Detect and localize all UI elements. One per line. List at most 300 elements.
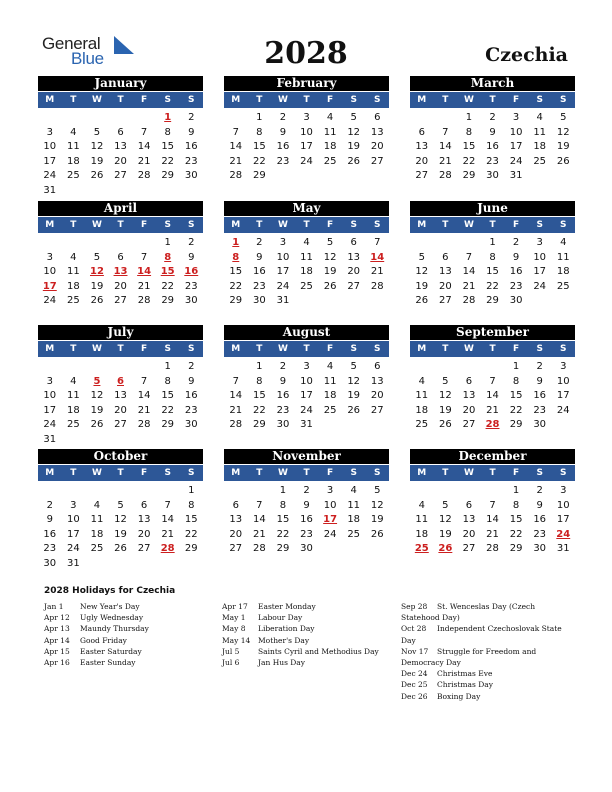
day: 21 (253, 528, 266, 540)
day: 4 (93, 499, 101, 511)
empty-day (179, 184, 203, 199)
day: 9 (188, 126, 195, 138)
month-august (224, 325, 389, 433)
day: 6 (374, 112, 381, 123)
empty-day (109, 557, 133, 572)
empty-day (365, 169, 389, 184)
month-october (38, 449, 203, 572)
weekday-header: S (374, 344, 381, 354)
weekday-header: W (277, 95, 288, 105)
day: 22 (509, 404, 523, 416)
day: 10 (509, 126, 523, 138)
holiday-day: 17 (323, 514, 338, 526)
month-april (38, 201, 203, 309)
holiday-name: Liberation Day (258, 624, 315, 634)
month-title: November (224, 449, 389, 464)
weekday-header: T (489, 468, 496, 478)
holiday-item (222, 623, 384, 634)
day: 11 (533, 126, 547, 138)
day: 12 (415, 266, 429, 278)
empty-day (109, 111, 133, 126)
day: 30 (509, 295, 523, 307)
day: 27 (462, 543, 476, 555)
day: 29 (462, 170, 476, 182)
holiday-date: Apr 16 (44, 658, 70, 668)
day: 20 (114, 280, 127, 292)
day: 30 (43, 557, 57, 569)
day: 15 (462, 141, 476, 153)
weekday-header: T (489, 95, 496, 105)
empty-day (85, 184, 109, 199)
empty-day (62, 433, 86, 448)
weekday-header: T (256, 95, 263, 105)
day: 22 (462, 155, 476, 167)
day: 28 (137, 170, 151, 182)
day: 9 (303, 499, 310, 511)
empty-day (132, 433, 156, 448)
day: 13 (370, 126, 384, 138)
holiday-date: Dec 25 (401, 680, 428, 690)
weekday-header: S (188, 344, 195, 354)
day: 8 (164, 126, 171, 138)
holiday-item (44, 635, 206, 646)
week-row (38, 389, 203, 404)
empty-day (85, 484, 109, 499)
day: 29 (161, 419, 175, 431)
month-title: October (38, 449, 203, 464)
day: 16 (533, 390, 547, 402)
day: 26 (90, 295, 104, 307)
day: 10 (276, 251, 290, 263)
day: 11 (556, 251, 570, 263)
day: 9 (46, 514, 53, 526)
weekday-header-row (38, 465, 203, 481)
weekday-header: M (417, 220, 427, 230)
day: 5 (93, 126, 101, 138)
day: 16 (486, 141, 499, 153)
day: 7 (232, 126, 239, 138)
empty-day (528, 294, 552, 309)
day: 15 (253, 390, 266, 402)
day: 24 (533, 280, 547, 292)
day: 28 (229, 170, 243, 182)
holiday-date: Apr 17 (222, 602, 248, 611)
empty-day (410, 484, 434, 499)
day: 25 (67, 295, 80, 307)
holiday-date: May 1 (222, 613, 246, 623)
day: 6 (465, 375, 473, 387)
week-row (38, 360, 203, 375)
day: 26 (90, 419, 104, 431)
day: 30 (276, 419, 290, 431)
month-march (410, 76, 575, 184)
weekday-header: S (374, 95, 381, 105)
week-row (38, 528, 203, 543)
day: 21 (137, 404, 151, 416)
weekday-header: W (463, 220, 474, 230)
week-row (224, 294, 389, 309)
holiday-name: Independent Czechoslovak State Day (401, 624, 562, 645)
holiday-day: 1 (232, 237, 240, 248)
day: 21 (229, 155, 243, 167)
month-title: February (224, 76, 389, 91)
holiday-day: 16 (184, 266, 199, 278)
holiday-name: Good Friday (80, 635, 127, 645)
month-title: April (38, 201, 203, 216)
empty-day (481, 360, 505, 375)
weekday-header: W (463, 95, 474, 105)
weekday-header: S (188, 468, 195, 478)
weekday-header: F (141, 220, 148, 230)
day: 10 (43, 390, 57, 402)
day: 6 (232, 499, 239, 511)
day: 16 (43, 528, 57, 540)
empty-day (85, 433, 109, 448)
day: 8 (512, 499, 520, 511)
day: 11 (323, 126, 337, 138)
day: 15 (276, 514, 290, 526)
day: 13 (137, 514, 151, 526)
day: 30 (184, 170, 198, 182)
weekday-header: F (327, 95, 334, 105)
day: 29 (486, 295, 499, 307)
day: 11 (67, 390, 80, 402)
empty-day (156, 557, 180, 572)
day: 12 (323, 251, 337, 263)
day: 14 (486, 514, 499, 526)
holiday-name: Mother's Day (258, 635, 310, 645)
day: 12 (90, 390, 104, 402)
holiday-day: 26 (438, 543, 453, 555)
day: 22 (161, 280, 175, 292)
day: 21 (137, 155, 151, 167)
holiday-item (401, 646, 571, 668)
day: 4 (326, 112, 334, 123)
weekday-header: S (536, 344, 543, 354)
month-title: March (410, 76, 575, 91)
day: 17 (67, 528, 80, 540)
holiday-day: 6 (117, 375, 124, 387)
empty-day (38, 360, 62, 375)
empty-day (109, 184, 133, 199)
weekday-header: M (45, 95, 55, 105)
weekday-header: T (489, 220, 496, 230)
day: 2 (512, 237, 520, 248)
empty-day (156, 484, 180, 499)
day: 6 (465, 499, 473, 511)
empty-day (85, 111, 109, 126)
day: 20 (229, 528, 243, 540)
holiday-date: Jan 1 (44, 602, 64, 611)
day: 11 (90, 514, 104, 526)
day: 7 (140, 375, 148, 387)
day: 12 (370, 499, 384, 511)
weekday-header: S (164, 468, 171, 478)
holiday-date: Apr 13 (44, 624, 70, 634)
day: 9 (536, 499, 543, 511)
day: 17 (43, 155, 57, 167)
day: 28 (462, 295, 476, 307)
week-row (224, 251, 389, 266)
empty-day (224, 111, 248, 126)
day: 6 (374, 361, 381, 372)
day: 6 (418, 126, 425, 138)
weekday-header: T (303, 468, 310, 478)
empty-day (318, 169, 342, 184)
day: 12 (90, 141, 104, 153)
empty-day (132, 484, 156, 499)
weekday-header-row (224, 217, 389, 233)
holiday-date: Apr 14 (44, 635, 70, 645)
day: 22 (161, 155, 175, 167)
day: 29 (161, 295, 175, 307)
day: 16 (184, 390, 198, 402)
empty-day (271, 169, 295, 184)
weekday-header: S (536, 468, 543, 478)
day: 16 (276, 390, 290, 402)
empty-day (224, 360, 248, 375)
week-row (410, 360, 575, 375)
day: 11 (300, 251, 313, 263)
day: 17 (556, 390, 570, 402)
day: 31 (509, 170, 523, 182)
day: 2 (489, 112, 496, 123)
weekday-header: W (277, 468, 288, 478)
page-title-year: 2028 (264, 36, 348, 71)
week-row (38, 542, 203, 557)
empty-day (434, 236, 458, 251)
holiday-day: 14 (137, 266, 152, 278)
day: 16 (300, 514, 313, 526)
weekday-header-row (224, 92, 389, 108)
weekday-header: T (70, 468, 77, 478)
holiday-item (401, 679, 571, 690)
day: 14 (229, 141, 243, 153)
day: 19 (90, 280, 104, 292)
day: 10 (43, 266, 57, 278)
empty-day (109, 360, 133, 375)
day: 20 (114, 404, 127, 416)
weekday-header: S (188, 95, 195, 105)
week-row (410, 418, 575, 433)
holiday-day: 28 (485, 419, 500, 431)
weekday-header: S (536, 220, 543, 230)
week-row (224, 155, 389, 170)
day: 26 (439, 419, 452, 431)
empty-day (156, 433, 180, 448)
holiday-item (44, 601, 206, 612)
day: 10 (533, 251, 547, 263)
day: 9 (279, 126, 287, 138)
day: 22 (184, 528, 198, 540)
day: 4 (350, 485, 357, 496)
day: 2 (536, 485, 543, 496)
week-row (38, 433, 203, 448)
day: 27 (439, 295, 452, 307)
day: 20 (370, 390, 384, 402)
weekday-header: S (164, 95, 171, 105)
empty-day (342, 542, 366, 557)
empty-day (132, 360, 156, 375)
empty-day (109, 433, 133, 448)
logo-word-blue: Blue (71, 49, 104, 68)
day: 12 (439, 514, 452, 526)
month-title: May (224, 201, 389, 216)
weekday-header: T (117, 468, 124, 478)
week-row (410, 140, 575, 155)
weekday-header: S (560, 95, 567, 105)
day: 8 (256, 126, 263, 138)
day: 8 (256, 375, 263, 387)
day: 11 (67, 141, 80, 153)
weekday-header: S (350, 468, 357, 478)
day: 7 (164, 499, 171, 511)
day: 23 (300, 528, 313, 540)
week-row (38, 140, 203, 155)
day: 5 (560, 112, 567, 123)
day: 24 (509, 155, 523, 167)
day: 3 (326, 485, 334, 496)
empty-day (132, 557, 156, 572)
weekday-header-row (224, 341, 389, 357)
holiday-day: 8 (232, 251, 240, 263)
week-row (224, 375, 389, 390)
empty-day (551, 418, 575, 433)
day: 4 (418, 499, 425, 511)
day: 3 (70, 499, 77, 511)
day: 25 (347, 528, 361, 540)
day: 19 (90, 404, 104, 416)
month-july (38, 325, 203, 448)
empty-day (132, 111, 156, 126)
weekday-header: W (277, 220, 288, 230)
week-row (410, 499, 575, 514)
week-row (410, 169, 575, 184)
month-title: January (38, 76, 203, 91)
holiday-day: 13 (113, 266, 128, 278)
day: 13 (229, 514, 243, 526)
weekday-header: W (91, 95, 102, 105)
day: 6 (117, 126, 124, 138)
day: 20 (462, 404, 476, 416)
day: 5 (442, 375, 449, 387)
week-row (410, 251, 575, 266)
day: 11 (323, 375, 337, 387)
empty-day (248, 484, 272, 499)
weekday-header: S (350, 95, 357, 105)
day: 20 (462, 528, 476, 540)
day: 3 (560, 361, 567, 372)
day: 19 (347, 390, 361, 402)
weekday-header-row (38, 92, 203, 108)
week-row (410, 389, 575, 404)
day: 4 (70, 375, 77, 387)
day: 9 (489, 126, 496, 138)
day: 14 (229, 390, 243, 402)
day: 6 (350, 237, 357, 248)
day: 17 (300, 390, 313, 402)
day: 29 (161, 170, 175, 182)
empty-day (179, 557, 203, 572)
day: 23 (184, 155, 198, 167)
day: 27 (370, 404, 384, 416)
weekday-header: T (70, 95, 77, 105)
day: 3 (303, 112, 310, 123)
weekday-header: S (164, 220, 171, 230)
weekday-header-row (410, 341, 575, 357)
holiday-name: Easter Monday (258, 602, 316, 611)
day: 4 (303, 237, 310, 248)
week-row (224, 484, 389, 499)
empty-day (85, 360, 109, 375)
day: 23 (43, 543, 57, 555)
day: 23 (184, 404, 198, 416)
day: 25 (67, 170, 80, 182)
holiday-name: Labour Day (258, 613, 303, 623)
week-row (38, 418, 203, 433)
day: 26 (370, 528, 384, 540)
holiday-date: Dec 24 (401, 669, 428, 679)
day: 24 (276, 280, 290, 292)
holiday-item (222, 657, 384, 668)
day: 31 (43, 184, 57, 196)
day: 24 (43, 170, 57, 182)
day: 10 (43, 141, 57, 153)
day: 27 (347, 280, 361, 292)
day: 20 (114, 155, 127, 167)
day: 26 (347, 404, 361, 416)
weekday-header: M (45, 344, 55, 354)
day: 29 (229, 295, 243, 307)
day: 31 (300, 419, 313, 431)
holiday-name: Saints Cyril and Methodius Day (258, 646, 379, 656)
holiday-item (222, 635, 384, 646)
holiday-item (44, 612, 206, 623)
day: 5 (442, 499, 449, 511)
holiday-date: Apr 15 (44, 646, 70, 656)
day: 24 (43, 295, 57, 307)
week-row (224, 389, 389, 404)
weekday-header: T (70, 220, 77, 230)
day: 12 (556, 126, 570, 138)
day: 13 (415, 141, 429, 153)
day: 22 (229, 280, 243, 292)
empty-day (365, 418, 389, 433)
day: 21 (439, 155, 452, 167)
day: 5 (350, 112, 357, 123)
holiday-column (401, 601, 571, 702)
empty-day (62, 111, 86, 126)
weekday-header-row (38, 341, 203, 357)
day: 26 (114, 543, 127, 555)
day: 18 (347, 514, 361, 526)
holiday-date: May 14 (222, 635, 251, 645)
day: 17 (43, 404, 57, 416)
week-row (224, 236, 389, 251)
day: 5 (418, 251, 425, 263)
month-january (38, 76, 203, 199)
empty-day (132, 184, 156, 199)
day: 31 (276, 295, 290, 307)
day: 1 (164, 237, 171, 248)
holiday-item (44, 646, 206, 657)
week-row (224, 513, 389, 528)
day: 24 (556, 404, 570, 416)
day: 3 (46, 375, 53, 387)
day: 29 (509, 419, 523, 431)
week-row (410, 236, 575, 251)
weekday-header: S (188, 220, 195, 230)
